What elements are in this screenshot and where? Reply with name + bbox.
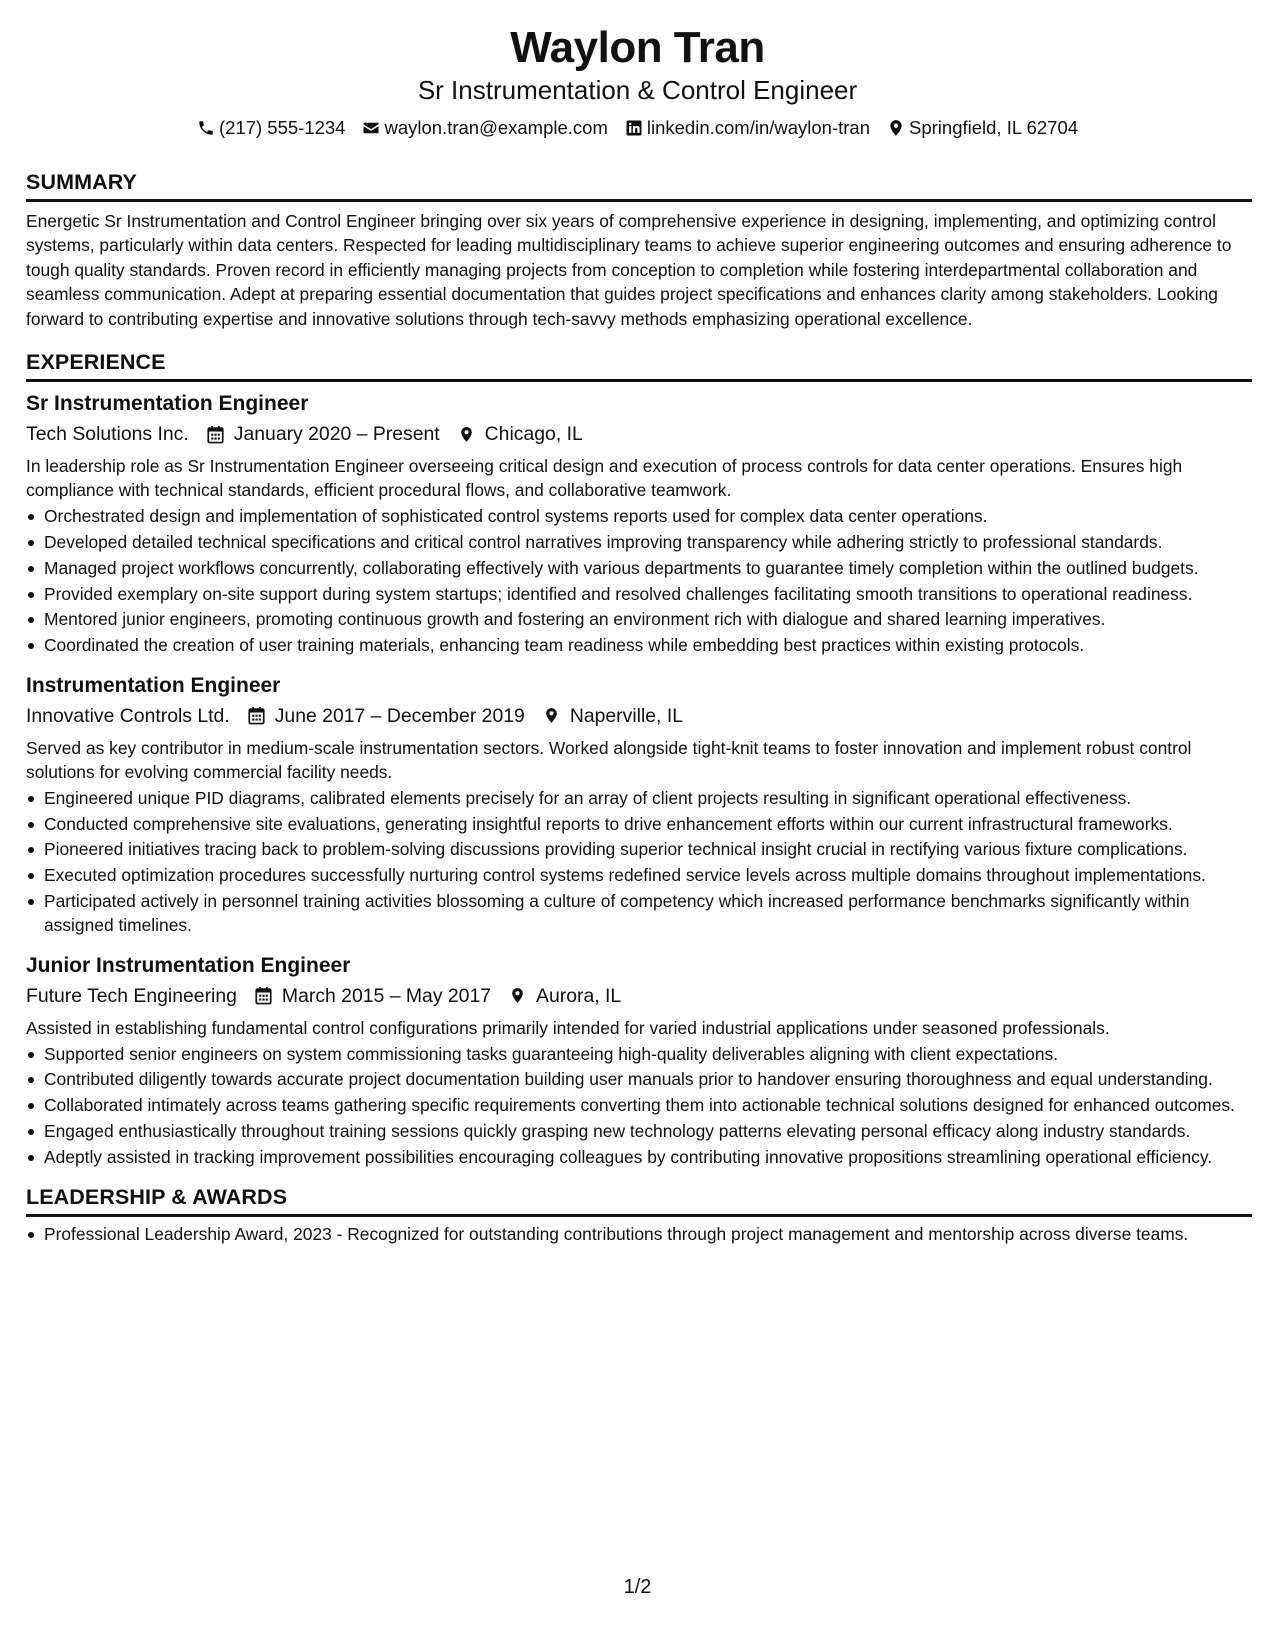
list-item: Conducted comprehensive site evaluations, generating insightful reports to drive enhancement efforts within our current infrastructural frameworks. [26, 812, 1252, 836]
job-company: Innovative Controls Ltd. [26, 704, 230, 727]
job-dates-text: January 2020 – Present [233, 423, 440, 446]
email-text: waylon.tran@example.com [384, 117, 608, 138]
job-description: Served as key contributor in medium-scale instrumentation sectors. Worked alongside tight-knit teams to foster innovation and implement robust control solutions for evolving commercial facility needs. [26, 737, 1192, 783]
location-text: Springfield, IL 62704 [909, 117, 1079, 138]
list-item: Mentored junior engineers, promoting continuous growth and fostering an environment rich with dialogue and shared learning imperatives. [26, 607, 1252, 631]
linkedin-text: linkedin.com/in/waylon-tran [646, 117, 871, 138]
job-location [458, 420, 583, 448]
job-meta [26, 420, 1252, 448]
experience-heading: EXPERIENCE [26, 348, 1252, 382]
list-item: Collaborated intimately across teams gathering specific requirements converting them into actionable technical solutions designed for enhanced outcomes. [26, 1093, 1252, 1117]
job-title: Sr Instrumentation Engineer [26, 392, 309, 416]
map-pin-icon [509, 986, 526, 1005]
resume-header [0, 0, 1275, 140]
map-pin-icon [543, 706, 560, 725]
experience-section [26, 348, 1252, 1169]
candidate-name: Waylon Tran [510, 23, 765, 72]
job-dates [207, 420, 440, 448]
job-company: Tech Solutions Inc. [26, 423, 189, 446]
list-item: Supported senior engineers on system commissioning tasks guaranteeing high-quality deliverables aligning with client expectations. [26, 1042, 1252, 1066]
job-dates-text: March 2015 – May 2017 [281, 984, 492, 1007]
list-item: Developed detailed technical specifications and critical control narratives improving transparency while adhering strictly to professional standards. [26, 530, 1252, 554]
job-dates-text: June 2017 – December 2019 [274, 704, 525, 727]
candidate-title: Sr Instrumentation & Control Engineer [417, 75, 858, 105]
calendar-icon [248, 706, 265, 725]
contact-linkedin[interactable] [625, 116, 870, 140]
job-bullets [26, 504, 1252, 657]
envelope-icon [362, 119, 380, 137]
list-item: Adeptly assisted in tracking improvement possibilities encouraging colleagues by contributing innovative propositions streamlining operational efficiency. [26, 1145, 1252, 1169]
job-entry [26, 952, 1252, 1169]
job-location [543, 702, 683, 730]
job-title: Junior Instrumentation Engineer [26, 953, 351, 977]
list-item: Participated actively in personnel training activities blossoming a culture of competency which increased performance benchmarks significantly within assigned timelines. [26, 889, 1252, 938]
job-location-text: Chicago, IL [484, 423, 583, 446]
contact-bar [0, 116, 1275, 140]
job-location [509, 982, 621, 1010]
calendar-icon [207, 425, 224, 444]
job-description: In leadership role as Sr Instrumentation Engineer overseeing critical design and execution of process controls for data center operations. Ensures high compliance with technical standards, efficient procedural flows, and collaborative teamwork. [26, 456, 1183, 501]
list-item: Engaged enthusiastically throughout training sessions quickly grasping new technology patterns elevating personal efficacy along industry standards. [26, 1119, 1252, 1143]
list-item: Orchestrated design and implementation of sophisticated control systems reports used for complex data center operations. [26, 504, 1252, 528]
job-bullets [26, 786, 1252, 938]
phone-text: (217) 555-1234 [218, 117, 346, 138]
calendar-icon [255, 986, 272, 1005]
job-location-text: Naperville, IL [569, 704, 683, 727]
summary-heading: SUMMARY [26, 168, 1252, 202]
summary-section [26, 168, 1252, 331]
list-item: Provided exemplary on-site support during system startups; identified and resolved challenges facilitating smooth transitions to operational readiness. [26, 582, 1252, 606]
job-meta [26, 702, 1252, 730]
map-pin-icon [887, 119, 905, 137]
phone-icon [197, 119, 215, 137]
list-item: Engineered unique PID diagrams, calibrated elements precisely for an array of client projects resulting in significant operational effectiveness. [26, 786, 1252, 810]
leadership-bullets [26, 1222, 1252, 1246]
job-dates [248, 702, 525, 730]
list-item: Coordinated the creation of user training materials, enhancing team readiness while embedding best practices within existing protocols. [26, 633, 1252, 657]
job-location-text: Aurora, IL [536, 984, 622, 1007]
list-item: Pioneered initiatives tracing back to problem-solving discussions providing superior technical insight crucial in rectifying various fixture complications. [26, 837, 1252, 861]
list-item: Contributed diligently towards accurate project documentation building user manuals prior to handover ensuring thoroughness and equal understanding. [26, 1067, 1252, 1091]
page-number: 1/2 [623, 1576, 652, 1598]
job-dates [255, 982, 491, 1010]
job-meta [26, 982, 1252, 1010]
linkedin-icon [625, 119, 643, 137]
list-item: Managed project workflows concurrently, collaborating effectively with various departments to guarantee timely completion within the outlined budgets. [26, 556, 1252, 580]
contact-location [887, 116, 1078, 140]
job-bullets [26, 1042, 1252, 1170]
resume-body [26, 168, 1252, 1247]
leadership-section [26, 1183, 1252, 1246]
contact-phone[interactable] [197, 116, 346, 140]
summary-text: Energetic Sr Instrumentation and Control Engineer bringing over six years of comprehensive experience in designing, implementing, and optimizing control systems, particularly within data centers. Respected for leading multidisciplinary teams to achieve superior engineering outcomes and ensuring adherence to tough quality standards. Proven record in efficiently managing projects from conception to completion while fostering interdepartmental collaboration and seamless communication. Adept at preparing essential documentation that guides project specifications and enhances clarity among stakeholders. Looking forward to contributing expertise and innovative solutions through tech-savvy methods emphasizing operational excellence. [26, 211, 1232, 329]
job-description: Assisted in establishing fundamental control configurations primarily intended for varied industrial applications under seasoned professionals. [26, 1017, 1110, 1038]
contact-email[interactable] [362, 116, 607, 140]
list-item: Executed optimization procedures successfully nurturing control systems redefined service levels across multiple domains throughout implementations. [26, 863, 1252, 887]
map-pin-icon [458, 425, 475, 444]
job-title: Instrumentation Engineer [26, 673, 281, 697]
list-item: Professional Leadership Award, 2023 - Recognized for outstanding contributions through project management and mentorship across diverse teams. [26, 1222, 1252, 1246]
job-entry [26, 672, 1252, 938]
job-entry [26, 390, 1252, 658]
leadership-heading: LEADERSHIP & AWARDS [26, 1183, 1252, 1217]
job-company: Future Tech Engineering [26, 984, 237, 1007]
